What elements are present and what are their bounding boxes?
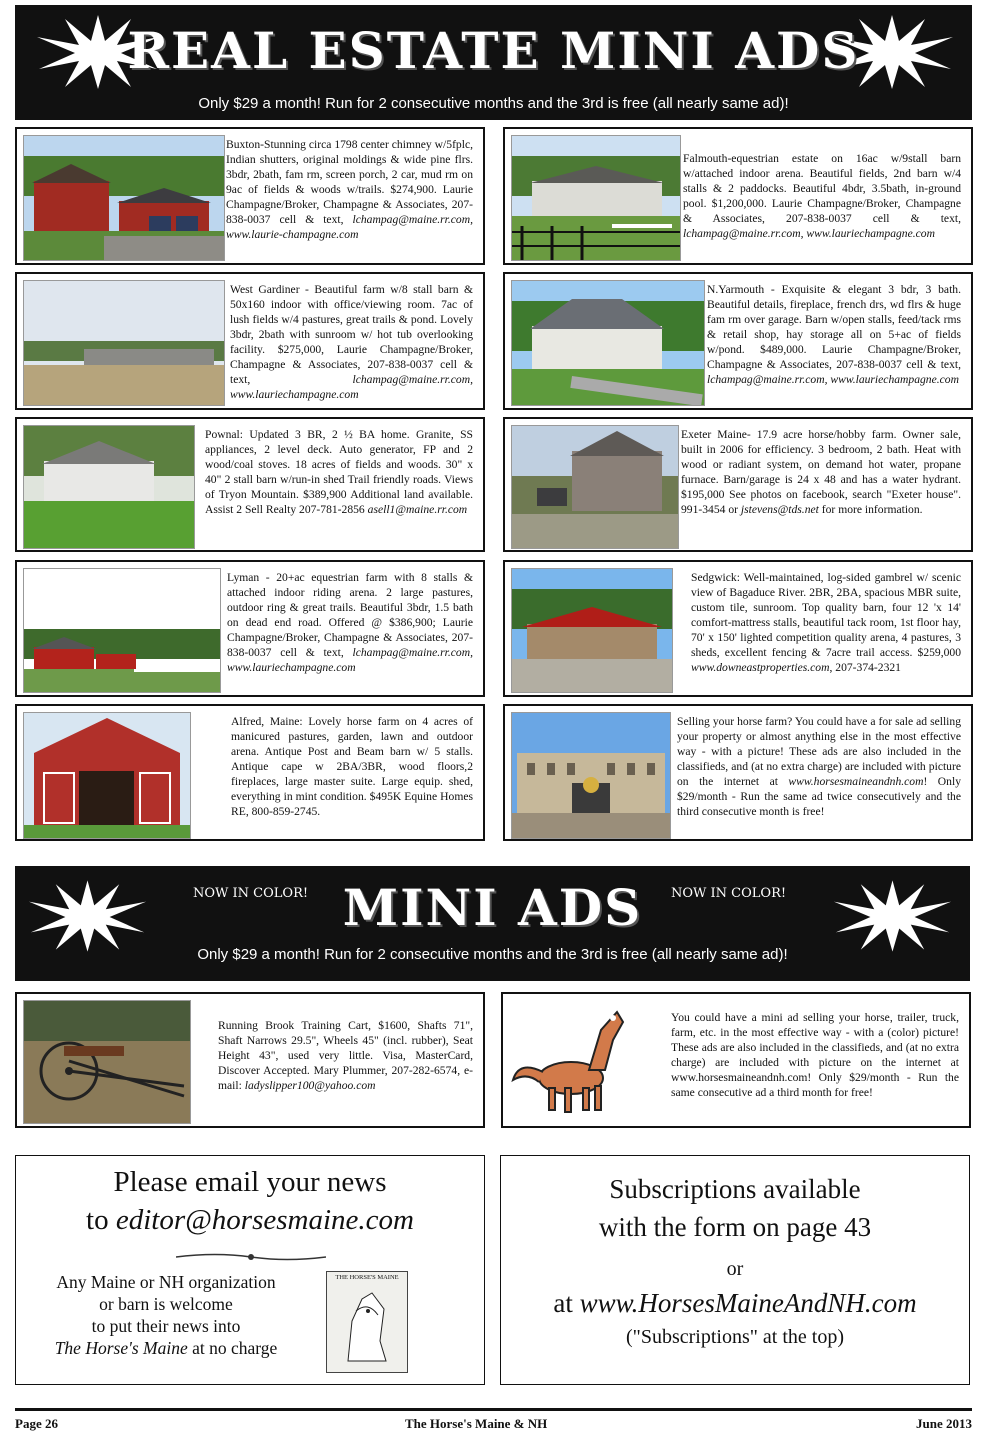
photo-red-farmhouse [23,135,225,261]
photo-pownal-home [23,425,195,549]
ad-text: Selling your horse farm? You could have a for sale ad selling your property or almost anything else in the most effective way - with a picture! These ads are also included in the classifieds, and (at no extra charge) are included with picture on the internet at www.horsesmaineandnh.com! Only $29/month - Run the same ad twice consecutively and the third consecutive month is free! [677,715,961,818]
subs-line-1: Subscriptions available [609,1174,861,1204]
banner-subtitle: Only $29 a month! Run for 2 consecutive months and the 3rd is free (all nearly same ad)! [197,946,788,963]
news-email-line: to editor@horsesmaine.com [86,1204,414,1236]
subs-line-2: with the form on page 43 [598,1212,872,1242]
now-in-color-right: NOW IN COLOR! [671,886,787,901]
photo-red-post-beam-barn [23,712,191,839]
now-in-color-left: NOW IN COLOR! [193,886,309,901]
editor-email-link[interactable]: editor@horsesmaine.com [115,1204,414,1236]
subs-line-5: ("Subscriptions" at the top) [626,1326,844,1348]
news-headline: Please email your news [113,1166,387,1198]
ad-sedgwick [503,560,973,697]
ad-text: Exeter Maine- 17.9 acre horse/hobby farm. Owner sale, built in 2006 for efficiency. 3 bedroom, 2 bath. Heat with wood or radiant system, on demand hot water, propane furnace. Barn/garage is 24 x 48 and has a water hydrant. $195,000 See photos on facebook, search "Exeter house". 991-3454 or jstevens@tds.net for more information. [681,428,961,516]
ad-text: West Gardiner - Beautiful farm w/8 stall barn & 50x160 indoor with office/viewing room. 7ac of lush fields w/4 pastures, great trails & pond. Lovely 3bdr, 2bath with sunroom w/ hot tub overlooking facility. $275,000, Laurie Champagne/Broker, Champagne & Associates, 207-838-0037 cell & text, lchampag@maine.rr.com, www.lauriechampagne.com [230,283,473,401]
ad-alfred [15,704,485,841]
subs-line-or: or [726,1258,744,1280]
banner-subtitle: Only $29 a month! Run for 2 consecutive months and the 3rd is free (all nearly same ad)! [198,95,789,112]
photo-exeter-house [511,425,679,549]
banner-title: REAL ESTATE MINI ADS [127,21,860,80]
ad-text: Sedgwick: Well-maintained, log-sided gambrel w/ scenic view of Bagaduce River. 2BR, 2BA, spacious MBR suite, custom tile, sunroom. Top quality barn, four 12 'x 14' comfort-mattress stalls, beautiful tack room, 1st floor hay, 70' x 150' lighted competition quality arena, 4 pastures, 3 sheds, excellent fencing & 7acre trail access. $259,000 www.downeastproperties.com, 207-374-2321 [691,571,961,674]
news-body: Any Maine or NH organization or barn is welcome to put their news into The Horse's Maine at no charge [54,1272,278,1358]
ad-text: Buxton-Stunning circa 1798 center chimney w/5fplc, Indian shutters, original moldings & wide pine flrs. 3bdr, 2bath, fam rm, screen porch, 2 car, mud rm on 9ac of fields & woods w/trails. $274,900. Laurie Champagne/Broker, Champagne & Associates, 207-838-0037 cell & text, lchampag@maine.rr.com, www.laurie-champagne.com [226,138,473,241]
website-link[interactable]: www.HorsesMaineAndNH.com [579,1288,917,1318]
page-footer [15,1408,972,1431]
photo-training-cart [23,1000,191,1124]
ad-text: Falmouth-equestrian estate on 16ac w/9stall barn w/attached indoor arena. Beautiful fields, 2nd barn w/4 stalls & 2 paddocks. Beautiful 4bdr, 3.5bath, in-ground pool. $1,200,000. Laurie Champagne/Broker, Champagne & Associates, 207-838-0037 cell & text, lchampag@maine.rr.com, www.lauriechampagne.com [683,152,961,240]
ad-text: Alfred, Maine: Lovely horse farm on 4 acres of manicured pastures, garden, lawn and outdoor arena. Antique Post and Beam barn w/ 5 stalls. Antique cape w 2BA/3BR, wood floors,2 fireplaces, large master suite. Large equip. shed, everything in mint condition. $495K Equine Homes RE, 800-859-2745. [231,715,473,818]
mini-ad-promo [501,992,971,1128]
ad-pownal [15,417,485,552]
ad-exeter [503,417,973,552]
photo-equestrian-barn [511,135,681,261]
ad-text: N.Yarmouth - Exquisite & elegant 3 bdr, 3 bath. Beautiful details, fireplace, french drs, wd flrs & huge fam rm over garage. Barn w/open stalls, feed/tack rms & retail shop, hay storage all on 5+ac of fields w/pond. $489,000. Laurie Champagne/Broker, Champagne & Associates, 207-838-0037 cell & text, lchampag@maine.rr.com, www.lauriechampagne.com [707,283,961,386]
real-estate-banner [15,5,972,120]
horses-maine-logo: THE HORSE'S MAINE [326,1271,408,1373]
photo-sedgwick-barn [511,568,673,693]
divider-flourish-icon [176,1252,326,1262]
ad-n-yarmouth [503,272,973,410]
ad-buxton [15,127,485,265]
ad-text: Running Brook Training Cart, $1600, Shafts 71", Shaft Narrows 29.5", Wheels 45" (incl. rubber), Seat Height 43", used very little. Visa, MasterCard, Discover Accepted. Mary Plummer, 207-282-6574, e-mail: ladyslipper100@yahoo.com [218,1019,473,1092]
ad-west-gardiner [15,272,485,410]
ad-falmouth [503,127,973,265]
mini-ad-training-cart [15,992,485,1128]
subs-url-line: at www.HorsesMaineAndNH.com [553,1288,917,1318]
cartoon-horse-icon [509,1000,629,1120]
photo-lyman-barn [23,568,221,693]
banner-title: MINI ADS [342,878,643,937]
publication-name: The Horse's Maine & NH [405,1416,548,1431]
issue-date: June 2013 [916,1416,972,1431]
ad-text: You could have a mini ad selling your horse, trailer, truck, farm, etc. in the most effective way - with a (color) picture! These ads are also included in the classifieds, and (at no extra charge) are included with picture on the internet at www.horsesmaineandnh.com! Only $29/month - Run the same consecutive ad a third month for free! [671,1011,959,1099]
photo-indoor-arena-field [23,280,225,406]
news-box [15,1155,485,1385]
ad-selling-horse-farm [503,704,973,841]
photo-palace [511,712,671,839]
ad-lyman [15,560,485,697]
photo-cape-house [511,280,705,406]
ad-text: Pownal: Updated 3 BR, 2 ½ BA home. Granite, SS appliances, 2 level deck. Auto generator, FP and 2 wood/coal stoves. 18 acres of fields and woods. 30" x 40" 2 stall barn w/run-in shed Trail friendly roads. Views of Tryon Mountain. $389,900 Additional land available. Assist 2 Sell Realty 207-781-2856 asell1@maine.rr.com [205,428,473,516]
subscriptions-box [500,1155,970,1385]
mini-ads-banner [15,866,970,981]
page-number: Page 26 [15,1416,58,1431]
ad-text: Lyman - 20+ac equestrian farm with 8 stalls & attached indoor riding arena. 2 large pastures, outdoor ring & great trails. Beautiful 3bdr, 1.5 bath on dead end road. Offered @ $386,900; Laurie Champagne/Broker, Champagne & Associates, 207-838-0037 cell & text, lchampag@maine.rr.com, www.lauriechampagne.com [227,571,473,674]
